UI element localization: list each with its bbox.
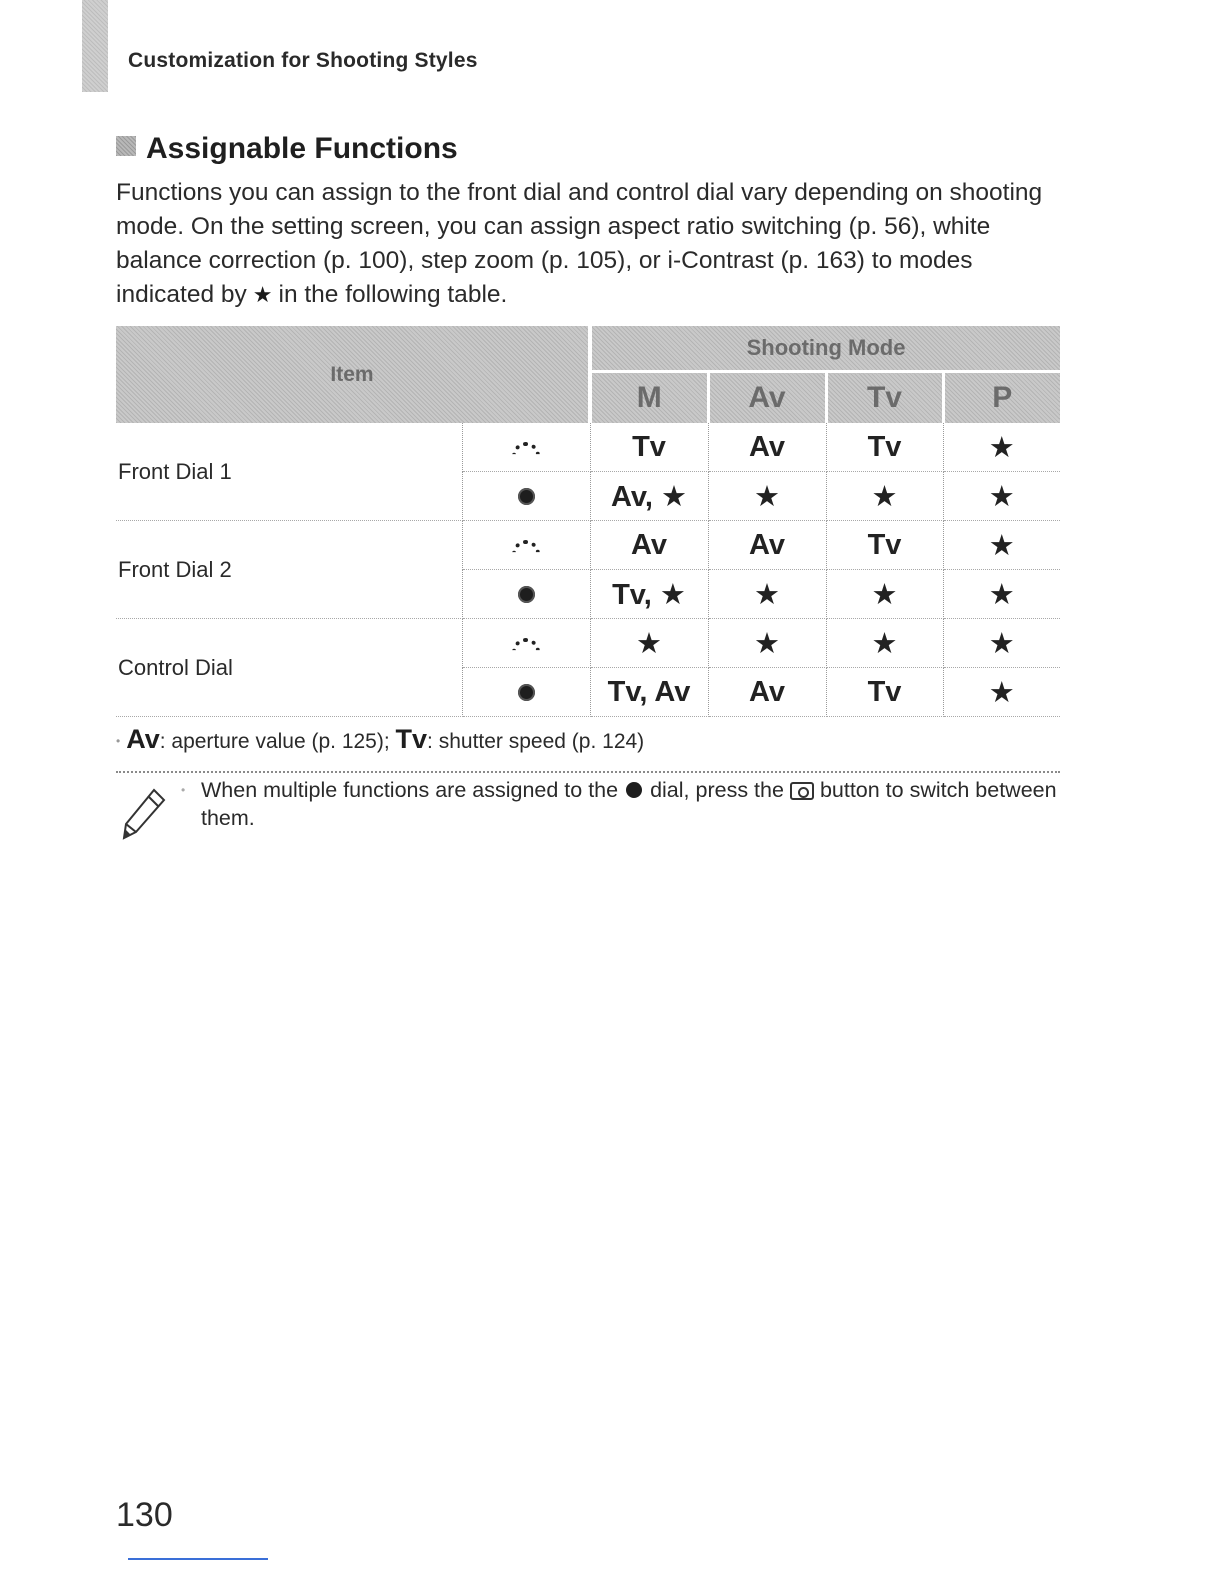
func-button-icon: [790, 782, 814, 800]
dial-icon-cell: [462, 423, 590, 472]
table-cell: Tv: [826, 668, 943, 717]
table-cell: Tv, ★: [590, 570, 708, 619]
front-dial-icon: [512, 538, 540, 554]
column-header-mode: Av: [708, 372, 826, 424]
table-cell: ★: [826, 619, 943, 668]
dial-icon-cell: [462, 668, 590, 717]
column-header-mode: Tv: [826, 372, 943, 424]
table-cell: ★: [943, 423, 1060, 472]
table-cell: ★: [708, 570, 826, 619]
intro-text: Functions you can assign to the front dial and control dial vary depending on shooting mode. On the setting screen, you can assign aspect ratio switching (p. 56), white balance correction (p. 100), step zoom (p. 105), or i-Contrast (p. 163) to modes indicated by: [116, 179, 1043, 308]
dial-icon-cell: [462, 472, 590, 521]
table-cell: Av: [590, 521, 708, 570]
table-cell: ★: [708, 472, 826, 521]
table-row: [116, 521, 1060, 570]
section-title: Assignable Functions: [146, 132, 458, 165]
star-icon: ★: [252, 282, 273, 307]
row-label: Control Dial: [116, 619, 462, 717]
table-cell: Av: [708, 668, 826, 717]
tv-description: : shutter speed (p. 124): [427, 730, 645, 753]
intro-paragraph: [116, 176, 1076, 312]
column-header-item: Item: [116, 326, 590, 423]
control-dial-icon: [518, 684, 535, 701]
table-cell: ★: [943, 472, 1060, 521]
front-dial-icon: [512, 636, 540, 652]
note-text-part1: When multiple functions are assigned to the: [201, 778, 619, 802]
note-text-part2: dial, press the: [650, 778, 784, 802]
bottom-rule: [128, 1558, 268, 1560]
control-dial-icon: [626, 782, 642, 798]
table-cell: ★: [943, 521, 1060, 570]
section-heading: [116, 132, 458, 166]
table-row: [116, 619, 1060, 668]
table-cell: ★: [943, 619, 1060, 668]
page-number: 130: [116, 1496, 173, 1534]
table-cell: Tv: [826, 521, 943, 570]
running-header: Customization for Shooting Styles: [128, 49, 478, 72]
table-cell: ★: [943, 668, 1060, 717]
column-header-mode: M: [590, 372, 708, 424]
row-label: Front Dial 1: [116, 423, 462, 521]
heading-square-icon: [116, 136, 136, 156]
table-cell: Av: [708, 423, 826, 472]
pencil-icon: [118, 786, 170, 844]
table-cell: Tv, Av: [590, 668, 708, 717]
table-row: [116, 423, 1060, 472]
control-dial-icon: [518, 488, 535, 505]
table-cell: ★: [943, 570, 1060, 619]
table-cell: ★: [590, 619, 708, 668]
tv-symbol: Tv: [395, 724, 428, 754]
av-description: : aperture value (p. 125);: [159, 730, 390, 753]
table-cell: ★: [708, 619, 826, 668]
note-divider: [116, 771, 1060, 773]
dial-icon-cell: [462, 619, 590, 668]
table-cell: Tv: [826, 423, 943, 472]
row-label: Front Dial 2: [116, 521, 462, 619]
table-cell: ★: [826, 472, 943, 521]
dial-icon-cell: [462, 570, 590, 619]
table-cell: ★: [826, 570, 943, 619]
note-text-part3: button to switch between them.: [201, 778, 1057, 830]
av-symbol: Av: [126, 724, 160, 754]
assignable-functions-table: [116, 326, 1060, 717]
intro-text-end: in the following table.: [278, 281, 508, 308]
front-dial-icon: [512, 440, 540, 456]
table-cell: Av: [708, 521, 826, 570]
column-header-mode: P: [943, 372, 1060, 424]
note-bullet: •: [181, 783, 186, 797]
column-header-shooting-mode: Shooting Mode: [590, 326, 1060, 372]
table-cell: Tv: [590, 423, 708, 472]
page-edge-tab: [82, 0, 108, 92]
control-dial-icon: [518, 586, 535, 603]
dial-icon-cell: [462, 521, 590, 570]
table-footnote: [116, 724, 644, 755]
footnote-bullet: •: [116, 734, 121, 748]
note-text: [181, 776, 1061, 832]
table-cell: Av, ★: [590, 472, 708, 521]
